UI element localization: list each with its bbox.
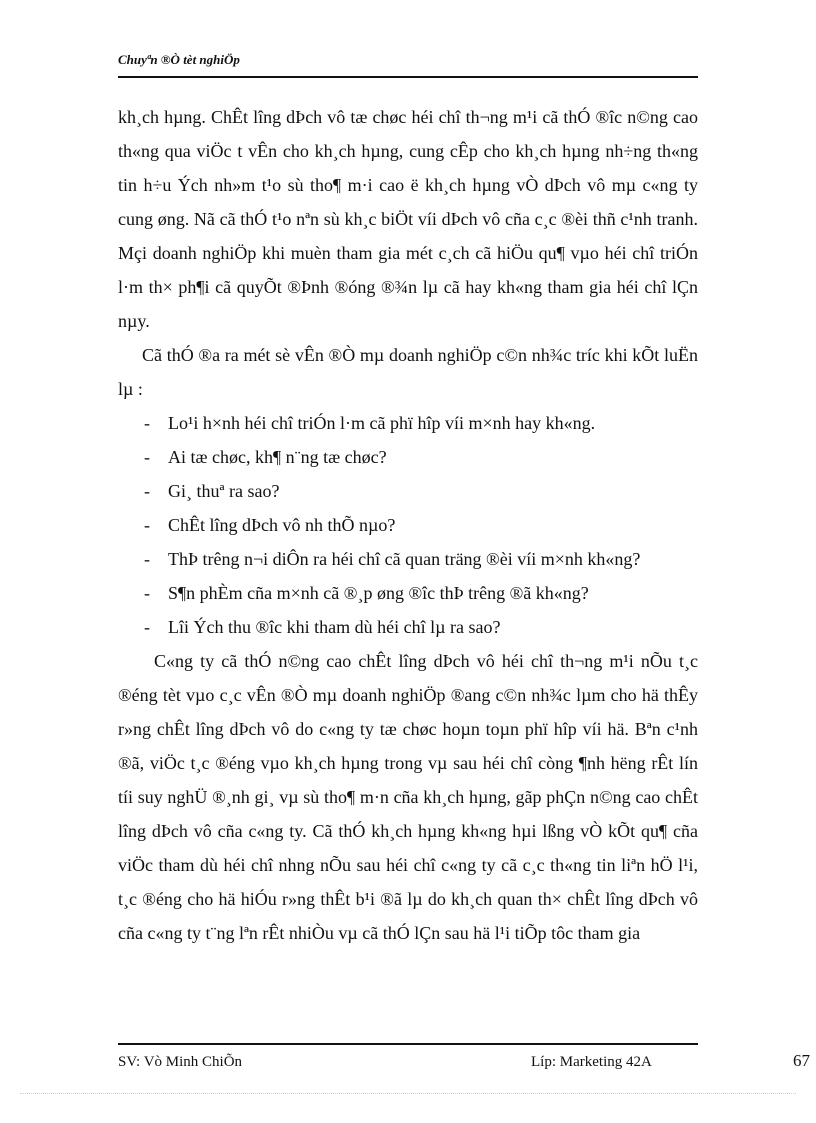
bullet-dash: - xyxy=(144,481,150,501)
page-number: 67 xyxy=(793,1051,810,1070)
list-item-text: S¶n phÈm cña m×nh cã ®¸p øng ®îc thÞ trêng ®ã kh«ng? xyxy=(168,583,589,603)
paragraph-1: kh¸ch hµng. ChÊt lîng dÞch vô tæ chøc héi chî th¬ng m¹i cã thÓ ®îc n©ng cao th«ng qua viÖc t vÊn cho kh¸ch hµng, cung cÊp cho kh¸ch hµng nh÷ng th«ng tin h÷u Ých nh»m t¹o sù tho¶ m·i cao ë kh¸ch hµng vÒ dÞch vô mµ c«ng ty cung øng. Nã cã thÓ t¹o nªn sù kh¸c biÖt víi dÞch vô cña c¸c ®èi thñ c¹nh tranh. Mçi doanh nghiÖp khi muèn tham gia mét c¸ch cã hiÖu qu¶ vµo héi chî triÓn l·m th× ph¶i cã quyÕt ®Þnh ®óng ®¾n lµ cã hay kh«ng tham gia héi chî lÇn nµy. xyxy=(118,107,698,331)
page-bottom-edge xyxy=(20,1093,796,1094)
bullet-dash: - xyxy=(144,583,150,603)
list-item xyxy=(118,406,698,440)
list-item-text: Lîi Ých thu ®îc khi tham dù héi chî lµ ra sao? xyxy=(168,617,501,637)
list-item xyxy=(118,440,698,474)
header-divider xyxy=(118,76,698,78)
bullet-dash: - xyxy=(144,515,150,535)
bullet-dash: - xyxy=(144,413,150,433)
paragraph-2: Cã thÓ ®a ra mét sè vÊn ®Ò mµ doanh nghiÖp c©n nh¾c tríc khi kÕt luËn lµ : xyxy=(118,345,698,399)
list-item xyxy=(118,610,698,644)
bullet-dash: - xyxy=(144,617,150,637)
list-item-text: Gi¸ thuª ra sao? xyxy=(168,481,280,501)
footer-divider xyxy=(118,1043,698,1045)
footer-student-name: SV: Vò Minh ChiÕn xyxy=(118,1054,243,1070)
footer-class: Líp: Marketing 42A xyxy=(531,1054,652,1070)
consideration-list xyxy=(118,406,698,644)
list-item xyxy=(118,576,698,610)
list-item xyxy=(118,474,698,508)
document-body xyxy=(118,100,698,950)
list-item-text: ThÞ trêng n¬i diÔn ra héi chî cã quan träng ®èi víi m×nh kh«ng? xyxy=(168,549,641,569)
list-item-text: ChÊt lîng dÞch vô nh thÕ nµo? xyxy=(168,515,396,535)
bullet-dash: - xyxy=(144,549,150,569)
list-item-text: Lo¹i h×nh héi chî triÓn l·m cã phï hîp víi m×nh hay kh«ng. xyxy=(168,413,596,433)
paragraph-3: C«ng ty cã thÓ n©ng cao chÊt lîng dÞch vô héi chî th¬ng m¹i nÕu t¸c ®éng tèt vµo c¸c vÊn ®Ò mµ doanh nghiÖp ®ang c©n nh¾c lµm cho hä thÊy r»ng chÊt lîng dÞch vô do c«ng ty tæ chøc hoµn toµn phï hîp víi hä. Bªn c¹nh ®ã, viÖc t¸c ®éng vµo kh¸ch hµng trong vµ sau héi chî còng ¶nh hëng rÊt lín tíi suy nghÜ ®¸nh gi¸ vµ sù tho¶ m·n cña kh¸ch hµng, gãp phÇn n©ng cao chÊt lîng dÞch vô cña c«ng ty. Cã thÓ kh¸ch hµng kh«ng hµi lßng vÒ kÕt qu¶ cña viÖc tham dù héi chî nhng nÕu sau héi chî c«ng ty cã c¸c th«ng tin liªn hÖ l¹i, t¸c ®éng cho hä hiÓu r»ng thÊt b¹i ®ã lµ do kh¸ch quan th× chÊt lîng dÞch vô cña c«ng ty t¨ng lªn rÊt nhiÒu vµ cã thÓ lÇn sau hä l¹i tiÕp tôc tham gia xyxy=(118,651,698,943)
list-item-text: Ai tæ chøc, kh¶ n¨ng tæ chøc? xyxy=(168,447,387,467)
running-header-title: Chuyªn ®Ò tèt nghiÖp xyxy=(118,52,240,67)
list-item xyxy=(118,508,698,542)
list-item xyxy=(118,542,698,576)
bullet-dash: - xyxy=(144,447,150,467)
